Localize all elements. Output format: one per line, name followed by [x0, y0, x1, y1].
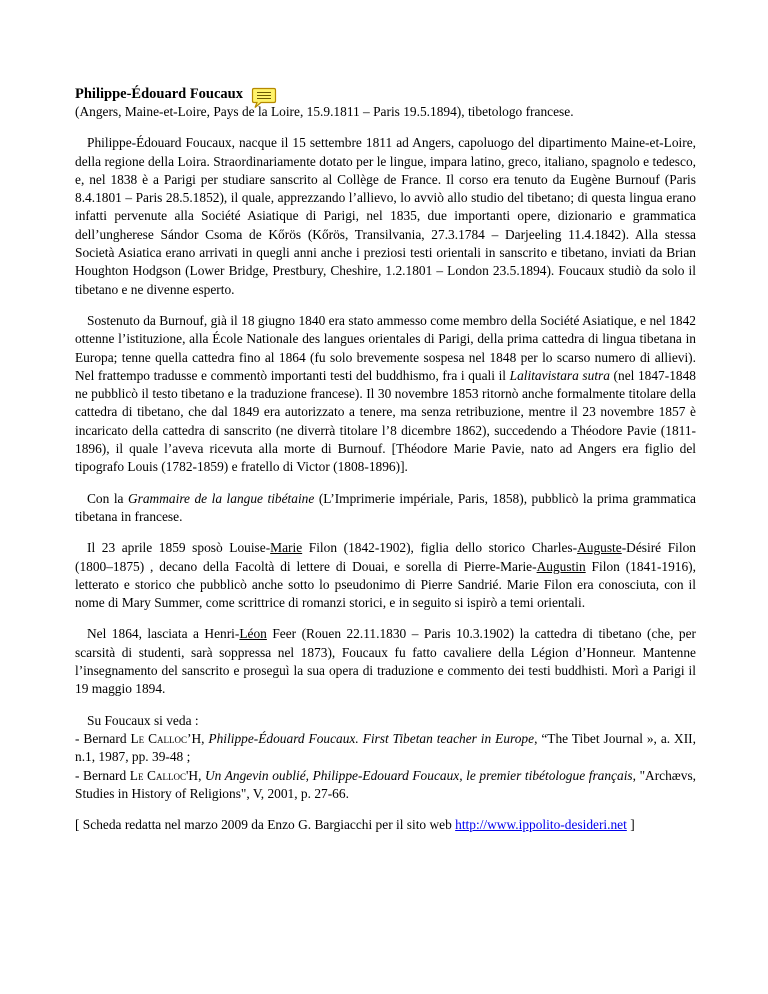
reference-1	[75, 730, 696, 767]
paragraph-4-text-c: -Désiré Filon (1800–1875) , decano della Facoltà di lettere di Douai, e sorella di Pierre-Marie-	[75, 540, 696, 574]
page-title: Philippe-Édouard Foucaux	[75, 85, 243, 102]
paragraph-2-text-a: Sostenuto da Burnouf, già il 18 giugno 1840 era stato ammesso come membro della Société Asiatique, e nel 1842 ottenne l’istituzione, alla École Nationale des langues orientales di Parigi, della prima cattedra di lingua tibetana in Europa; tenne quella cattedra fino al 1864 (fu solo brevemente sospesa nel 1848 per lo scarso numero di allievi). Nel frattempo tradusse e commentò importanti testi del buddhismo, fra i quali il	[75, 312, 696, 383]
paragraph-2-text-b: (nel 1847-1848 ne pubblicò il testo tibetano e la traduzione francese). Il 30 novembre 1853 ritornò anche formalmente titolare della cattedra di tibetano, che dal 1849 era autorizzato a tenere, ma senza retribuzione, mentre il 23 novembre 1857 è incaricato della cattedra di sanscrito (ne diverrà titolare l’8 dicembre 1862), succedendo a Théodore Pavie (1811-1896), il quale l’aveva ricevuta alla morte di Burnouf. [Théodore Marie Pavie, nato ad Angers era figlio del tipografo Louis (1782-1859) e fratello di Victor (1808-1896)].	[75, 367, 696, 475]
paragraph-4-text-b: Filon (1842-1902), figlia dello storico Charles-	[302, 540, 578, 556]
reference-2-tail: 'H,	[185, 767, 206, 783]
paragraph-4	[75, 539, 696, 612]
references	[75, 712, 696, 803]
paragraph-4-underline-2: Auguste	[577, 540, 622, 556]
reference-2-smallcaps-a: e	[137, 767, 148, 783]
reference-2	[75, 767, 696, 804]
website-link[interactable]: http://www.ippolito-desideri.net	[455, 817, 627, 833]
footer-note	[75, 816, 696, 834]
paragraph-2	[75, 312, 696, 477]
paragraph-4-underline-3: Augustin	[536, 558, 586, 574]
footer-text: [ Scheda redatta nel marzo 2009 da Enzo G. Bargiacchi per il sito web	[75, 817, 456, 833]
paragraph-5	[75, 625, 696, 698]
references-intro: Su Foucaux si veda :	[87, 712, 199, 728]
paragraph-1: Philippe-Édouard Foucaux, nacque il 15 settembre 1811 ad Angers, capoluogo del dipartimento Maine-et-Loire, della regione della Loira. Straordinariamente dotato per le lingue, impara latino, greco, italiano, spagnolo e tedesco, e, nel 1838 è a Parigi per studiare sanscrito al Collège de France. Il corso era tenuto da Eugène Burnouf (Paris 8.4.1801 – Paris 28.5.1852), il quale, apprezzando l’allievo, lo avviò allo studio del tibetano; di questa lingua erano infatti pervenute alla Société Asiatique di Parigi, nel 1835, due importanti opere, dizionario e grammatica dell’ungherese Sándor Csoma de Kőrös (Kőrös, Transilvania, 27.3.1784 – Darjeeling 11.4.1842). Alla stessa Società Asiatica erano arrivati in quegli anni anche i preziosi testi orientali in sanscrito e tibetano, inviati da Brian Houghton Hodgson (Lower Bridge, Prestbury, Cheshire, 1.2.1801 – London 23.5.1894). Foucaux studiò da solo il tibetano e ne divenne esperto.	[75, 135, 696, 297]
reference-2-smallcaps-b: alloc	[155, 767, 186, 783]
reference-2-prefix: - Bernard L	[75, 767, 138, 783]
page-subtitle: (Angers, Maine-et-Loire, Pays de la Loire, 15.9.1811 – Paris 19.5.1894), tibetologo francese.	[75, 104, 574, 119]
footer-end: ]	[626, 817, 635, 833]
paragraph-2-italic: Lalitavistara sutra	[509, 367, 610, 383]
reference-2-rest: , "Archævs, Studies in History of Religions", V, 2001, p. 27-66.	[75, 767, 696, 801]
reference-1-tail: ’H,	[187, 730, 209, 746]
paragraph-5-text-a: Nel 1864, lasciata a Henri-	[87, 626, 240, 642]
paragraph-4-underline-1: Marie	[270, 540, 303, 556]
reference-1-prefix: - Bernard L	[75, 730, 139, 746]
paragraph-3-italic: Grammaire de la langue tibétaine	[127, 490, 315, 506]
comment-note-icon[interactable]	[251, 87, 277, 107]
reference-1-title: Philippe-Édouard Foucaux. First Tibetan teacher in Europe	[208, 730, 535, 746]
paragraph-3	[75, 490, 696, 527]
paragraph-5-text-b: Feer (Rouen 22.11.1830 – Paris 10.3.1902) la cattedra di tibetano (che, per scarsità di studenti, sarà soppressa nel 1873), Foucaux fu fatto cavaliere della Légion d’Honneur. Mantenne l’insegnamento del sanscrito e proseguì la sua opera di traduzione e commento dei testi buddhisti. Morì a Parigi il 19 maggio 1894.	[75, 626, 696, 697]
paragraph-3-text-b: (L’Imprimerie impériale, Paris, 1858), pubblicò la prima grammatica tibetana in francese.	[75, 490, 696, 524]
reference-1-capital: C	[148, 730, 157, 746]
reference-1-smallcaps-a: e	[138, 730, 149, 746]
paragraph-5-underline-1: Léon	[239, 626, 267, 642]
paragraph-4-text-d: Filon (1841-1916), letterato e storico che pubblicò anche sotto lo pseudonimo di Pierre Sandrié. Marie Filon era conosciuta, con il nome di Mary Summer, come scrittrice di romanzi storici, e in seguito si ispirò a temi orientali.	[75, 558, 696, 611]
reference-2-title: Un Angevin oublié, Philippe-Edouard Foucaux, le premier tibétologue français	[205, 767, 633, 783]
paragraph-3-text-a: Con la	[87, 490, 128, 506]
reference-1-smallcaps-b: alloc	[157, 730, 187, 746]
reference-2-capital: C	[147, 767, 156, 783]
reference-1-rest: , “The Tibet Journal », a. XII, n.1, 1987, pp. 39-48 ;	[75, 730, 696, 765]
title-line	[75, 83, 696, 103]
paragraph-4-text-a: Il 23 aprile 1859 sposò Louise-	[87, 540, 271, 556]
